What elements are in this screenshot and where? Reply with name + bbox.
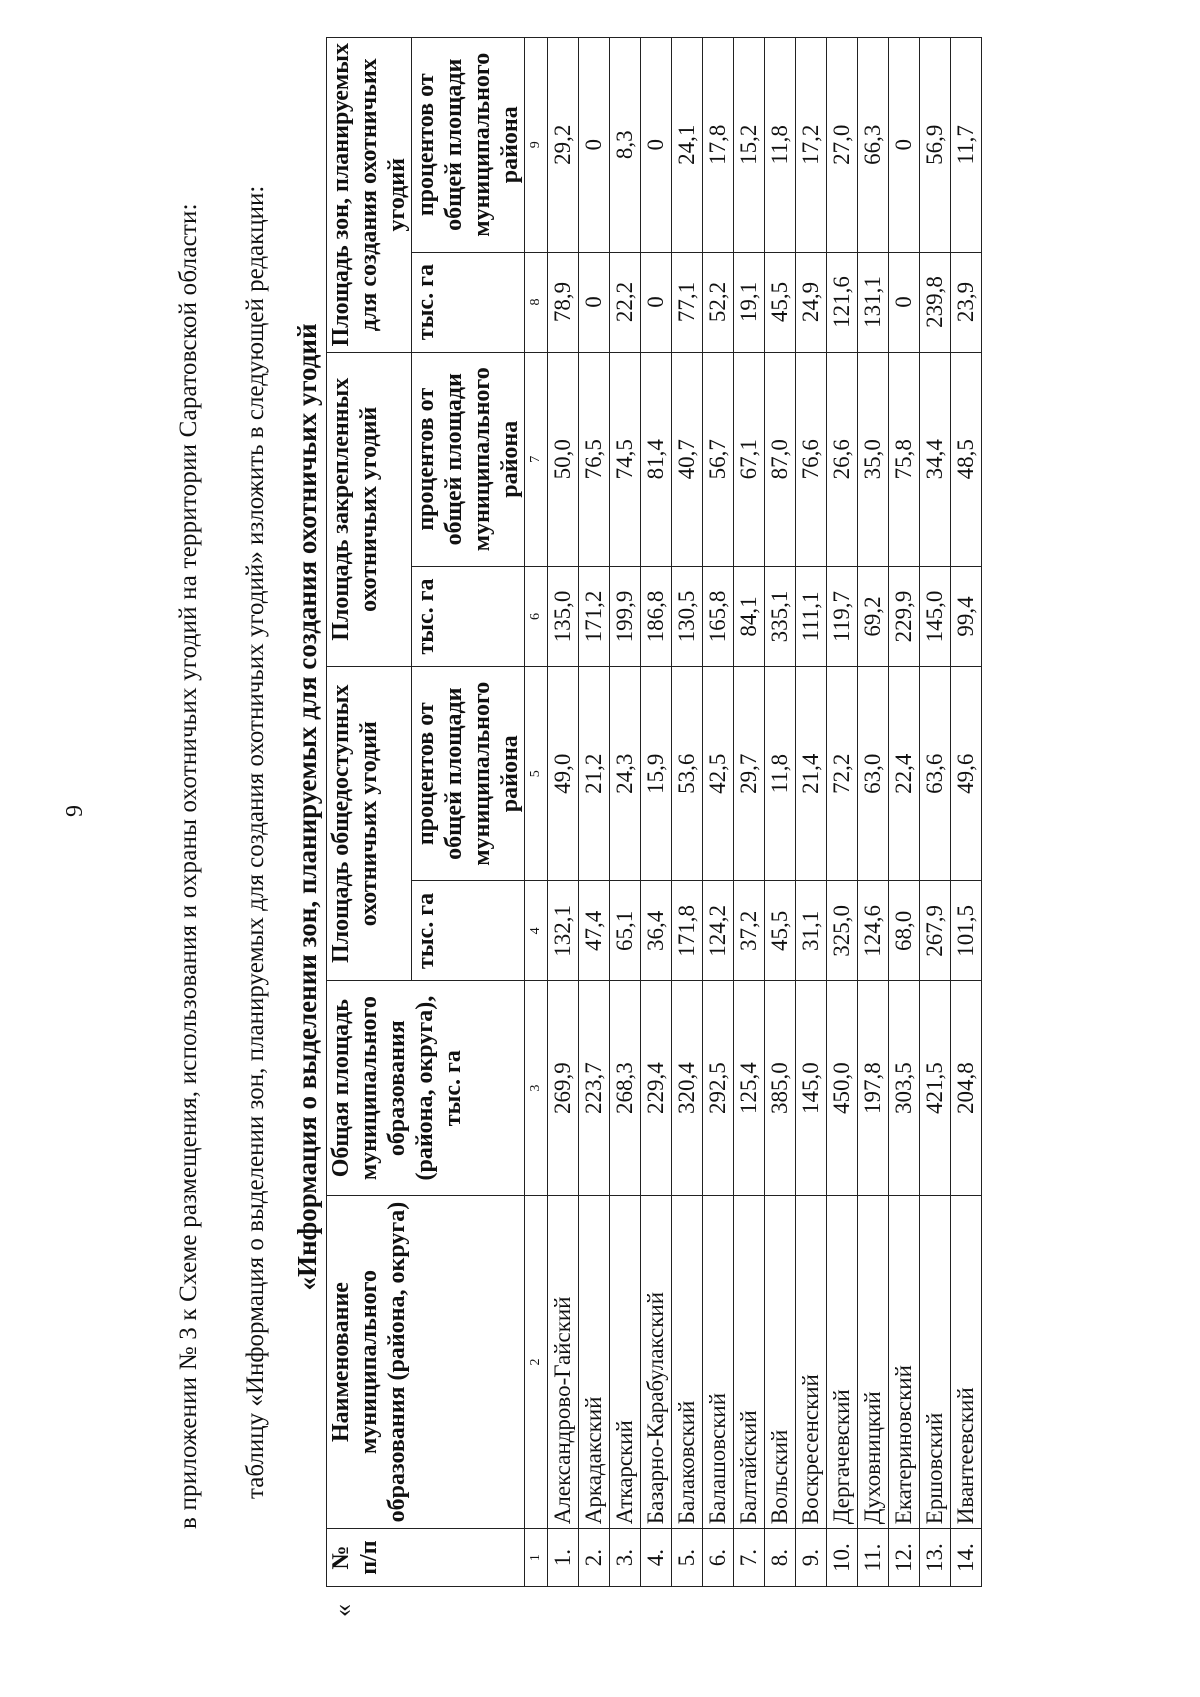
public-tha: 124,2 — [703, 881, 734, 981]
table-row — [920, 38, 951, 1587]
public-tha: 267,9 — [920, 881, 951, 981]
district-name: Воскресенский — [796, 1195, 827, 1528]
column-number: 3 — [525, 981, 548, 1195]
planned-tha: 239,8 — [920, 252, 951, 352]
planned-pct: 56,9 — [920, 38, 951, 253]
table-title: «Информация о выделении зон, планируемых для создания охотничьих угодий — [292, 323, 322, 1291]
planned-tha: 0 — [889, 252, 920, 352]
public-pct: 22,4 — [889, 666, 920, 880]
table-row — [610, 38, 641, 1587]
subheader-pct: процентов от общей площади муниципального района — [412, 352, 525, 566]
assigned-tha: 84,1 — [734, 566, 765, 666]
column-number: 1 — [525, 1529, 548, 1587]
public-pct: 72,2 — [827, 666, 858, 880]
public-pct: 21,4 — [796, 666, 827, 880]
table-row — [951, 38, 982, 1587]
assigned-tha: 111,1 — [796, 566, 827, 666]
district-name: Аткарский — [610, 1195, 641, 1528]
row-number: 3. — [610, 1529, 641, 1587]
planned-pct: 15,2 — [734, 38, 765, 253]
row-number: 10. — [827, 1529, 858, 1587]
planned-tha: 19,1 — [734, 252, 765, 352]
column-number: 8 — [525, 252, 548, 352]
public-tha: 37,2 — [734, 881, 765, 981]
hunting-grounds-table — [326, 37, 982, 1587]
opening-quote: « — [328, 1604, 357, 1617]
public-tha: 101,5 — [951, 881, 982, 981]
table-row — [641, 38, 672, 1587]
planned-tha: 24,9 — [796, 252, 827, 352]
planned-pct: 17,2 — [796, 38, 827, 253]
assigned-pct: 81,4 — [641, 352, 672, 566]
assigned-pct: 35,0 — [858, 352, 889, 566]
row-number: 4. — [641, 1529, 672, 1587]
assigned-pct: 40,7 — [672, 352, 703, 566]
row-number: 11. — [858, 1529, 889, 1587]
district-name: Базарно-Карабулакский — [641, 1195, 672, 1528]
assigned-pct: 26,6 — [827, 352, 858, 566]
public-tha: 325,0 — [827, 881, 858, 981]
column-number: 6 — [525, 566, 548, 666]
assigned-pct: 67,1 — [734, 352, 765, 566]
planned-pct: 0 — [889, 38, 920, 253]
assigned-tha: 135,0 — [548, 566, 579, 666]
total-area: 385,0 — [765, 981, 796, 1195]
planned-pct: 0 — [579, 38, 610, 253]
header-num: № п/п — [327, 1529, 525, 1587]
column-number: 7 — [525, 352, 548, 566]
planned-pct: 24,1 — [672, 38, 703, 253]
assigned-tha: 99,4 — [951, 566, 982, 666]
public-tha: 31,1 — [796, 881, 827, 981]
assigned-tha: 335,1 — [765, 566, 796, 666]
total-area: 125,4 — [734, 981, 765, 1195]
header-name: Наименование муниципального образования (района, округа) — [327, 1195, 525, 1528]
subheader-tha: тыс. га — [412, 881, 525, 981]
subheader-tha: тыс. га — [412, 566, 525, 666]
total-area: 320,4 — [672, 981, 703, 1195]
planned-pct: 8,3 — [610, 38, 641, 253]
row-number: 5. — [672, 1529, 703, 1587]
total-area: 292,5 — [703, 981, 734, 1195]
public-pct: 53,6 — [672, 666, 703, 880]
district-name: Духовницкий — [858, 1195, 889, 1528]
header-public-area: Площадь общедоступных охотничьих угодий — [327, 666, 412, 980]
assigned-pct: 48,5 — [951, 352, 982, 566]
page-number: 9 — [62, 805, 88, 817]
table-row — [796, 38, 827, 1587]
public-tha: 171,8 — [672, 881, 703, 981]
planned-pct: 17,8 — [703, 38, 734, 253]
header-total-area: Общая площадь муниципального образования (района, округа), тыс. га — [327, 981, 525, 1195]
total-area: 303,5 — [889, 981, 920, 1195]
planned-pct: 27,0 — [827, 38, 858, 253]
assigned-pct: 34,4 — [920, 352, 951, 566]
assigned-pct: 76,6 — [796, 352, 827, 566]
public-tha: 45,5 — [765, 881, 796, 981]
subheader-tha: тыс. га — [412, 252, 525, 352]
assigned-tha: 130,5 — [672, 566, 703, 666]
column-number: 9 — [525, 38, 548, 253]
district-name: Ивантеевский — [951, 1195, 982, 1528]
assigned-pct: 76,5 — [579, 352, 610, 566]
district-name: Аркадакский — [579, 1195, 610, 1528]
column-number-row — [525, 38, 548, 1587]
total-area: 197,8 — [858, 981, 889, 1195]
table-row — [579, 38, 610, 1587]
table-row — [548, 38, 579, 1587]
total-area: 229,4 — [641, 981, 672, 1195]
public-tha: 124,6 — [858, 881, 889, 981]
row-number: 12. — [889, 1529, 920, 1587]
public-pct: 49,0 — [548, 666, 579, 880]
public-pct: 11,8 — [765, 666, 796, 880]
row-number: 8. — [765, 1529, 796, 1587]
planned-pct: 66,3 — [858, 38, 889, 253]
public-pct: 29,7 — [734, 666, 765, 880]
district-name: Александрово-Гайский — [548, 1195, 579, 1528]
instruction-paragraph: таблицу «Информация о выделении зон, планируемых для создания охотничьих угодий» изложить в следующей редакции: — [242, 185, 269, 1499]
public-pct: 63,6 — [920, 666, 951, 880]
public-tha: 47,4 — [579, 881, 610, 981]
table-row — [672, 38, 703, 1587]
public-pct: 21,2 — [579, 666, 610, 880]
assigned-pct: 50,0 — [548, 352, 579, 566]
district-name: Екатериновский — [889, 1195, 920, 1528]
planned-tha: 77,1 — [672, 252, 703, 352]
public-pct: 24,3 — [610, 666, 641, 880]
district-name: Вольский — [765, 1195, 796, 1528]
planned-tha: 52,2 — [703, 252, 734, 352]
assigned-pct: 87,0 — [765, 352, 796, 566]
planned-tha: 131,1 — [858, 252, 889, 352]
public-tha: 65,1 — [610, 881, 641, 981]
public-pct: 42,5 — [703, 666, 734, 880]
table-row — [858, 38, 889, 1587]
public-pct: 15,9 — [641, 666, 672, 880]
total-area: 145,0 — [796, 981, 827, 1195]
district-name: Дергачевский — [827, 1195, 858, 1528]
district-name: Ершовский — [920, 1195, 951, 1528]
row-number: 7. — [734, 1529, 765, 1587]
header-assigned-area: Площадь закрепленных охотничьих угодий — [327, 352, 412, 666]
assigned-tha: 199,9 — [610, 566, 641, 666]
row-number: 1. — [548, 1529, 579, 1587]
planned-pct: 11,8 — [765, 38, 796, 253]
public-tha: 132,1 — [548, 881, 579, 981]
table-row — [889, 38, 920, 1587]
public-pct: 49,6 — [951, 666, 982, 880]
row-number: 13. — [920, 1529, 951, 1587]
assigned-tha: 186,8 — [641, 566, 672, 666]
subheader-pct: процентов от общей площади муниципального района — [412, 666, 525, 880]
table-row — [765, 38, 796, 1587]
planned-tha: 78,9 — [548, 252, 579, 352]
assigned-tha: 229,9 — [889, 566, 920, 666]
total-area: 421,5 — [920, 981, 951, 1195]
total-area: 268,3 — [610, 981, 641, 1195]
subheader-pct: процентов от общей площади муниципального района — [412, 38, 525, 253]
table-row — [734, 38, 765, 1587]
table-row — [703, 38, 734, 1587]
assigned-tha: 119,7 — [827, 566, 858, 666]
public-tha: 68,0 — [889, 881, 920, 981]
planned-tha: 22,2 — [610, 252, 641, 352]
total-area: 450,0 — [827, 981, 858, 1195]
intro-paragraph: в приложении № 3 к Схеме размещения, использования и охраны охотничьих угодий на территории Саратовской области: — [175, 203, 202, 1529]
public-pct: 63,0 — [858, 666, 889, 880]
assigned-tha: 165,8 — [703, 566, 734, 666]
planned-tha: 45,5 — [765, 252, 796, 352]
assigned-pct: 74,5 — [610, 352, 641, 566]
total-area: 223,7 — [579, 981, 610, 1195]
assigned-pct: 75,8 — [889, 352, 920, 566]
district-name: Балашовский — [703, 1195, 734, 1528]
planned-pct: 0 — [641, 38, 672, 253]
planned-pct: 11,7 — [951, 38, 982, 253]
row-number: 14. — [951, 1529, 982, 1587]
table-row — [827, 38, 858, 1587]
district-name: Балаковский — [672, 1195, 703, 1528]
district-name: Балтайский — [734, 1195, 765, 1528]
assigned-pct: 56,7 — [703, 352, 734, 566]
planned-tha: 0 — [641, 252, 672, 352]
planned-tha: 0 — [579, 252, 610, 352]
assigned-tha: 145,0 — [920, 566, 951, 666]
row-number: 6. — [703, 1529, 734, 1587]
planned-tha: 23,9 — [951, 252, 982, 352]
row-number: 9. — [796, 1529, 827, 1587]
row-number: 2. — [579, 1529, 610, 1587]
column-number: 4 — [525, 881, 548, 981]
assigned-tha: 171,2 — [579, 566, 610, 666]
total-area: 204,8 — [951, 981, 982, 1195]
assigned-tha: 69,2 — [858, 566, 889, 666]
planned-pct: 29,2 — [548, 38, 579, 253]
total-area: 269,9 — [548, 981, 579, 1195]
public-tha: 36,4 — [641, 881, 672, 981]
column-number: 5 — [525, 666, 548, 880]
planned-tha: 121,6 — [827, 252, 858, 352]
header-planned-area: Площадь зон, планируемых для создания охотничьих угодий — [327, 38, 412, 353]
column-number: 2 — [525, 1195, 548, 1528]
